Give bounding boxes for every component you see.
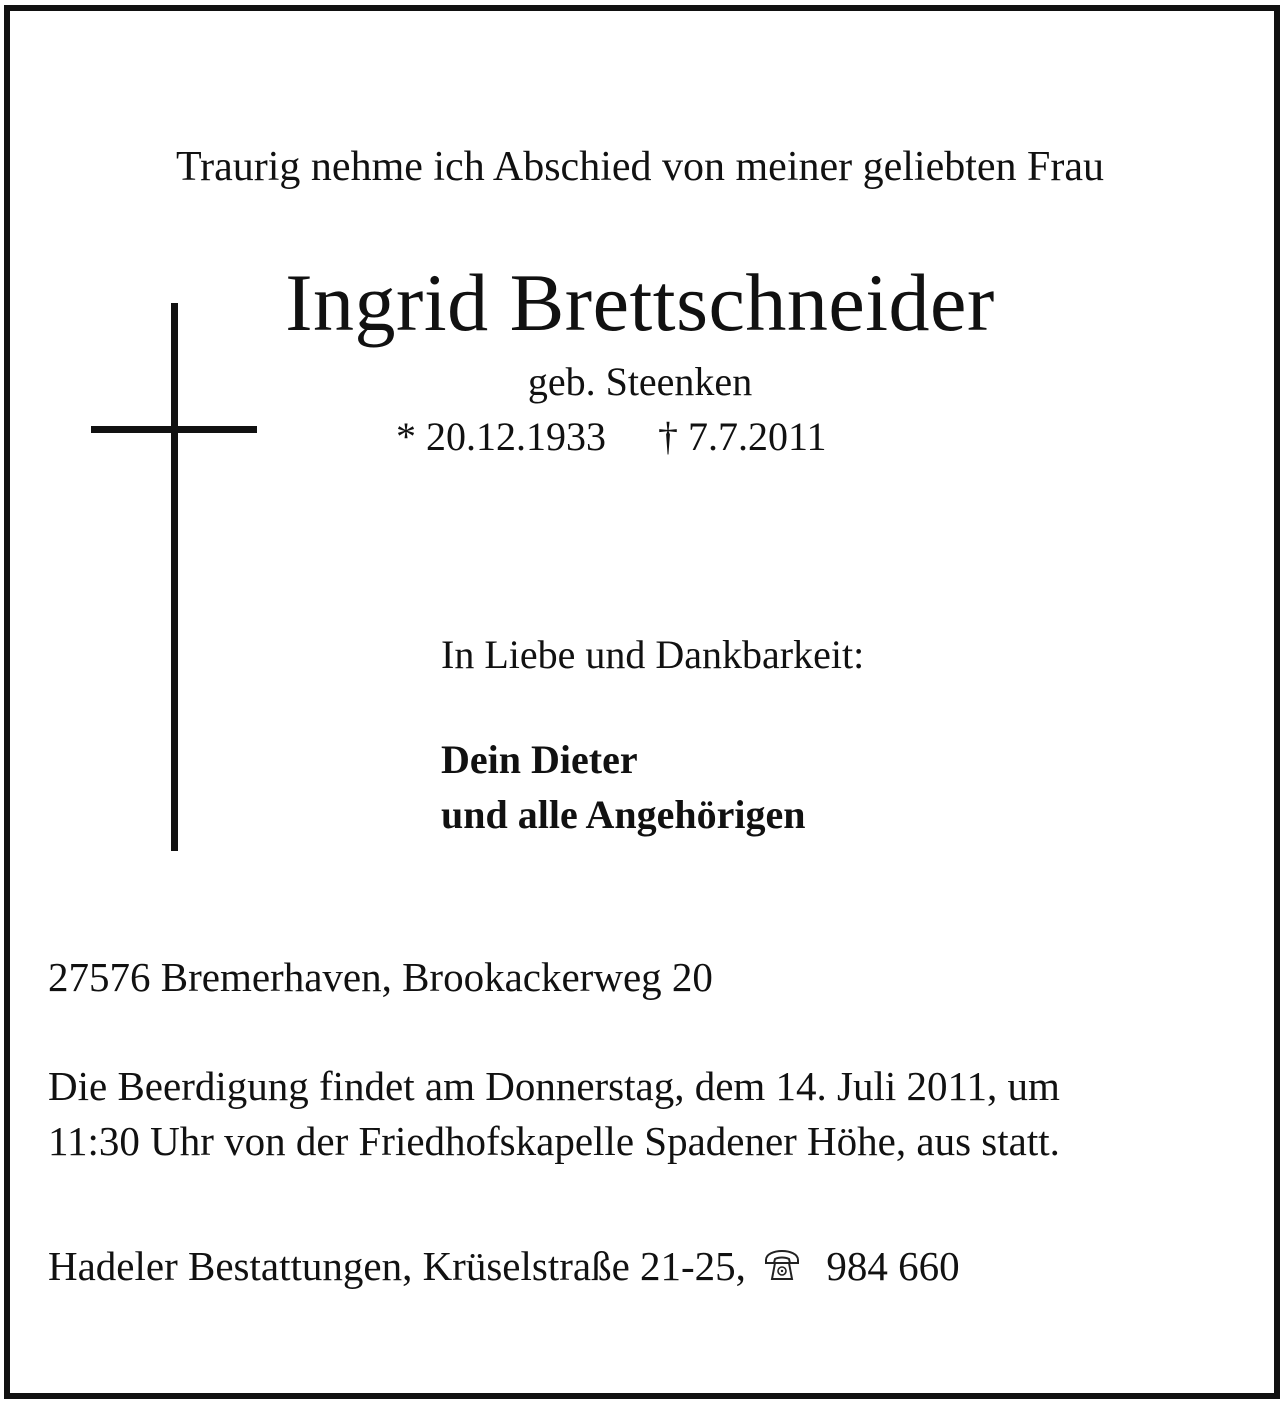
cross-icon <box>171 303 178 851</box>
death-symbol: † <box>658 414 678 459</box>
maiden-name: geb. Steenken <box>527 359 753 404</box>
undertaker-name: Hadeler Bestattungen, Krüselstraße 21-25, <box>48 1243 746 1289</box>
deceased-name: Ingrid Brettschneider <box>285 257 995 348</box>
death-date: 7.7.2011 <box>688 414 827 459</box>
family-line-2: und alle Angehörigen <box>441 792 806 837</box>
notice-border <box>4 5 1280 1399</box>
undertaker-line <box>48 1243 960 1289</box>
intro-line: Traurig nehme ich Abschied von meiner geliebten Frau <box>175 144 1105 190</box>
funeral-line-1: Die Beerdigung findet am Donnerstag, dem 14. Juli 2011, um <box>48 1063 1060 1109</box>
address-line: 27576 Bremerhaven, Brookackerweg 20 <box>48 954 713 1000</box>
funeral-line-2: 11:30 Uhr von der Friedhofskapelle Spadener Höhe, aus statt. <box>48 1118 1060 1164</box>
cross-icon-bar <box>91 426 257 433</box>
family-line-1: Dein Dieter <box>441 737 638 782</box>
life-dates <box>396 414 827 459</box>
telephone-icon <box>762 1248 802 1284</box>
thanks-line: In Liebe und Dankbarkeit: <box>441 632 865 677</box>
birth-date: * 20.12.1933 <box>396 414 606 459</box>
phone-number: 984 660 <box>826 1243 960 1289</box>
